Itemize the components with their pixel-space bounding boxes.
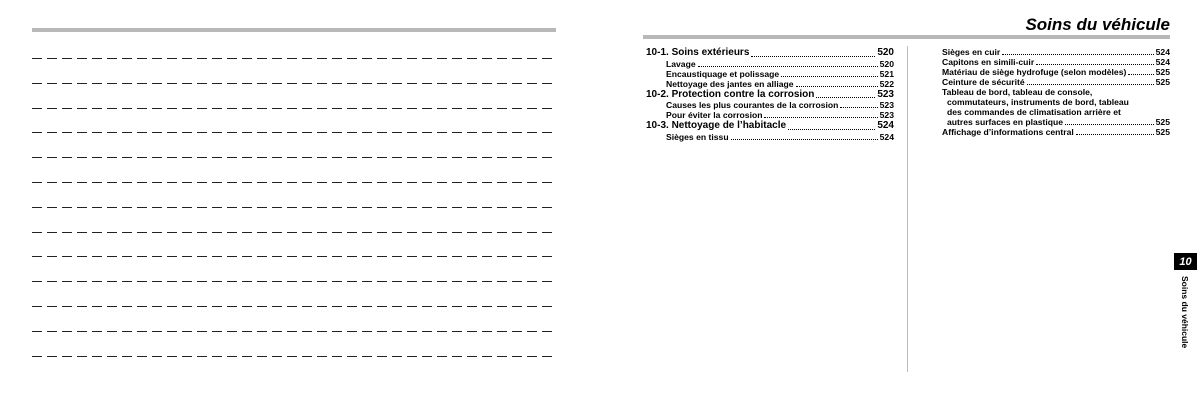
toc-column-2 <box>942 47 1170 137</box>
toc-entry-label: Ceinture de sécurité <box>942 77 1025 87</box>
toc-entry-label: Tableau de bord, tableau de console, <box>942 87 1093 97</box>
toc-leader-dots <box>816 97 875 98</box>
note-line <box>32 331 556 332</box>
note-line <box>32 232 556 233</box>
toc-entry[interactable] <box>646 100 894 110</box>
toc-page-number: 520 <box>877 47 894 58</box>
toc-entry-label: 10-3. Nettoyage de l’habitacle <box>646 120 787 131</box>
toc-section[interactable] <box>646 120 894 132</box>
toc-entry-label: Nettoyage des jantes en alliage <box>666 78 794 89</box>
toc-page-number: 520 <box>879 58 894 69</box>
toc-page-number: 525 <box>1155 117 1170 127</box>
toc-entry-label: 10-1. Soins extérieurs <box>646 47 750 58</box>
note-line <box>32 356 556 357</box>
toc-entry[interactable] <box>942 67 1170 77</box>
toc-page-number: 524 <box>1155 57 1170 67</box>
toc-page-number: 523 <box>879 100 894 110</box>
note-line <box>32 207 556 208</box>
toc-entry-label: Causes les plus courantes de la corrosion <box>666 100 839 110</box>
note-line <box>32 256 556 257</box>
toc-leader-dots <box>788 129 875 130</box>
toc-entry-label: autres surfaces en plastique <box>947 117 1064 127</box>
toc-leader-dots <box>764 117 877 118</box>
toc-column-1 <box>646 47 894 142</box>
toc-entry-label: Pour éviter la corrosion <box>666 110 763 120</box>
toc-leader-dots <box>796 86 878 87</box>
toc-entry[interactable] <box>646 110 894 120</box>
right-page-header-rule <box>643 35 1170 39</box>
toc-entry-label: Capitons en simili-cuir <box>942 57 1035 67</box>
toc-entry-label: Sièges en tissu <box>666 131 729 142</box>
toc-entry[interactable] <box>942 77 1170 87</box>
toc-page-number: 521 <box>879 68 894 79</box>
toc-entry[interactable] <box>646 69 894 79</box>
toc-page-number: 525 <box>1155 67 1170 77</box>
toc-entry[interactable] <box>942 127 1170 137</box>
toc-page-number: 523 <box>877 88 894 100</box>
note-line <box>32 132 556 133</box>
toc-leader-dots <box>781 76 877 77</box>
toc-page-number: 524 <box>879 131 894 142</box>
toc-leader-dots <box>751 56 875 57</box>
toc-entry-label: Matériau de siège hydrofuge (selon modèles) <box>942 67 1127 77</box>
toc-entry[interactable] <box>942 57 1170 67</box>
toc-page-number: 523 <box>879 110 894 120</box>
note-line <box>32 83 556 84</box>
toc-entry-label: Lavage <box>666 58 696 69</box>
note-line <box>32 157 556 158</box>
toc-leader-dots <box>698 66 878 67</box>
toc-leader-dots <box>1036 64 1153 65</box>
note-line <box>32 182 556 183</box>
note-line <box>32 108 556 109</box>
note-line <box>32 281 556 282</box>
toc-entry-label: des commandes de climatisation arrière et <box>947 107 1121 117</box>
toc-leader-dots <box>731 139 878 140</box>
toc-leader-dots <box>1076 134 1154 135</box>
toc-entry-label: 10-2. Protection contre la corrosion <box>646 88 815 100</box>
toc-entry[interactable] <box>646 132 894 142</box>
toc-leader-dots <box>1027 84 1154 85</box>
toc-page-number: 525 <box>1155 77 1170 87</box>
toc-section[interactable] <box>646 47 894 59</box>
toc-page-number: 524 <box>877 120 894 131</box>
toc-entry[interactable] <box>646 79 894 89</box>
toc-entry-label: Sièges en cuir <box>942 47 1001 57</box>
toc-leader-dots <box>1065 124 1154 125</box>
toc-page-number: 525 <box>1155 127 1170 137</box>
chapter-tab[interactable] <box>1174 253 1197 270</box>
chapter-title: Soins du véhicule <box>1025 15 1170 34</box>
toc-entry-label: Affichage d’informations central <box>942 127 1074 137</box>
toc-leader-dots <box>1128 74 1153 75</box>
toc-leader-dots <box>840 107 877 108</box>
toc-entry-label: Encaustiquage et polissage <box>666 68 780 79</box>
chapter-tab-label: Soins du véhicule <box>1180 276 1190 349</box>
left-page-header-rule <box>32 28 556 32</box>
toc-section[interactable] <box>646 89 894 101</box>
notes-lines-area <box>32 58 556 380</box>
toc-entry[interactable] <box>646 59 894 69</box>
toc-leader-dots <box>1002 54 1153 55</box>
note-line <box>32 58 556 59</box>
toc-entry[interactable] <box>942 87 1170 127</box>
toc-page-number: 522 <box>879 78 894 89</box>
chapter-tab-number: 10 <box>1179 255 1192 268</box>
column-divider <box>907 46 908 372</box>
toc-entry-label: commutateurs, instruments de bord, tableau <box>947 97 1129 107</box>
note-line <box>32 306 556 307</box>
toc-page-number: 524 <box>1155 47 1170 57</box>
toc-entry[interactable] <box>942 47 1170 57</box>
